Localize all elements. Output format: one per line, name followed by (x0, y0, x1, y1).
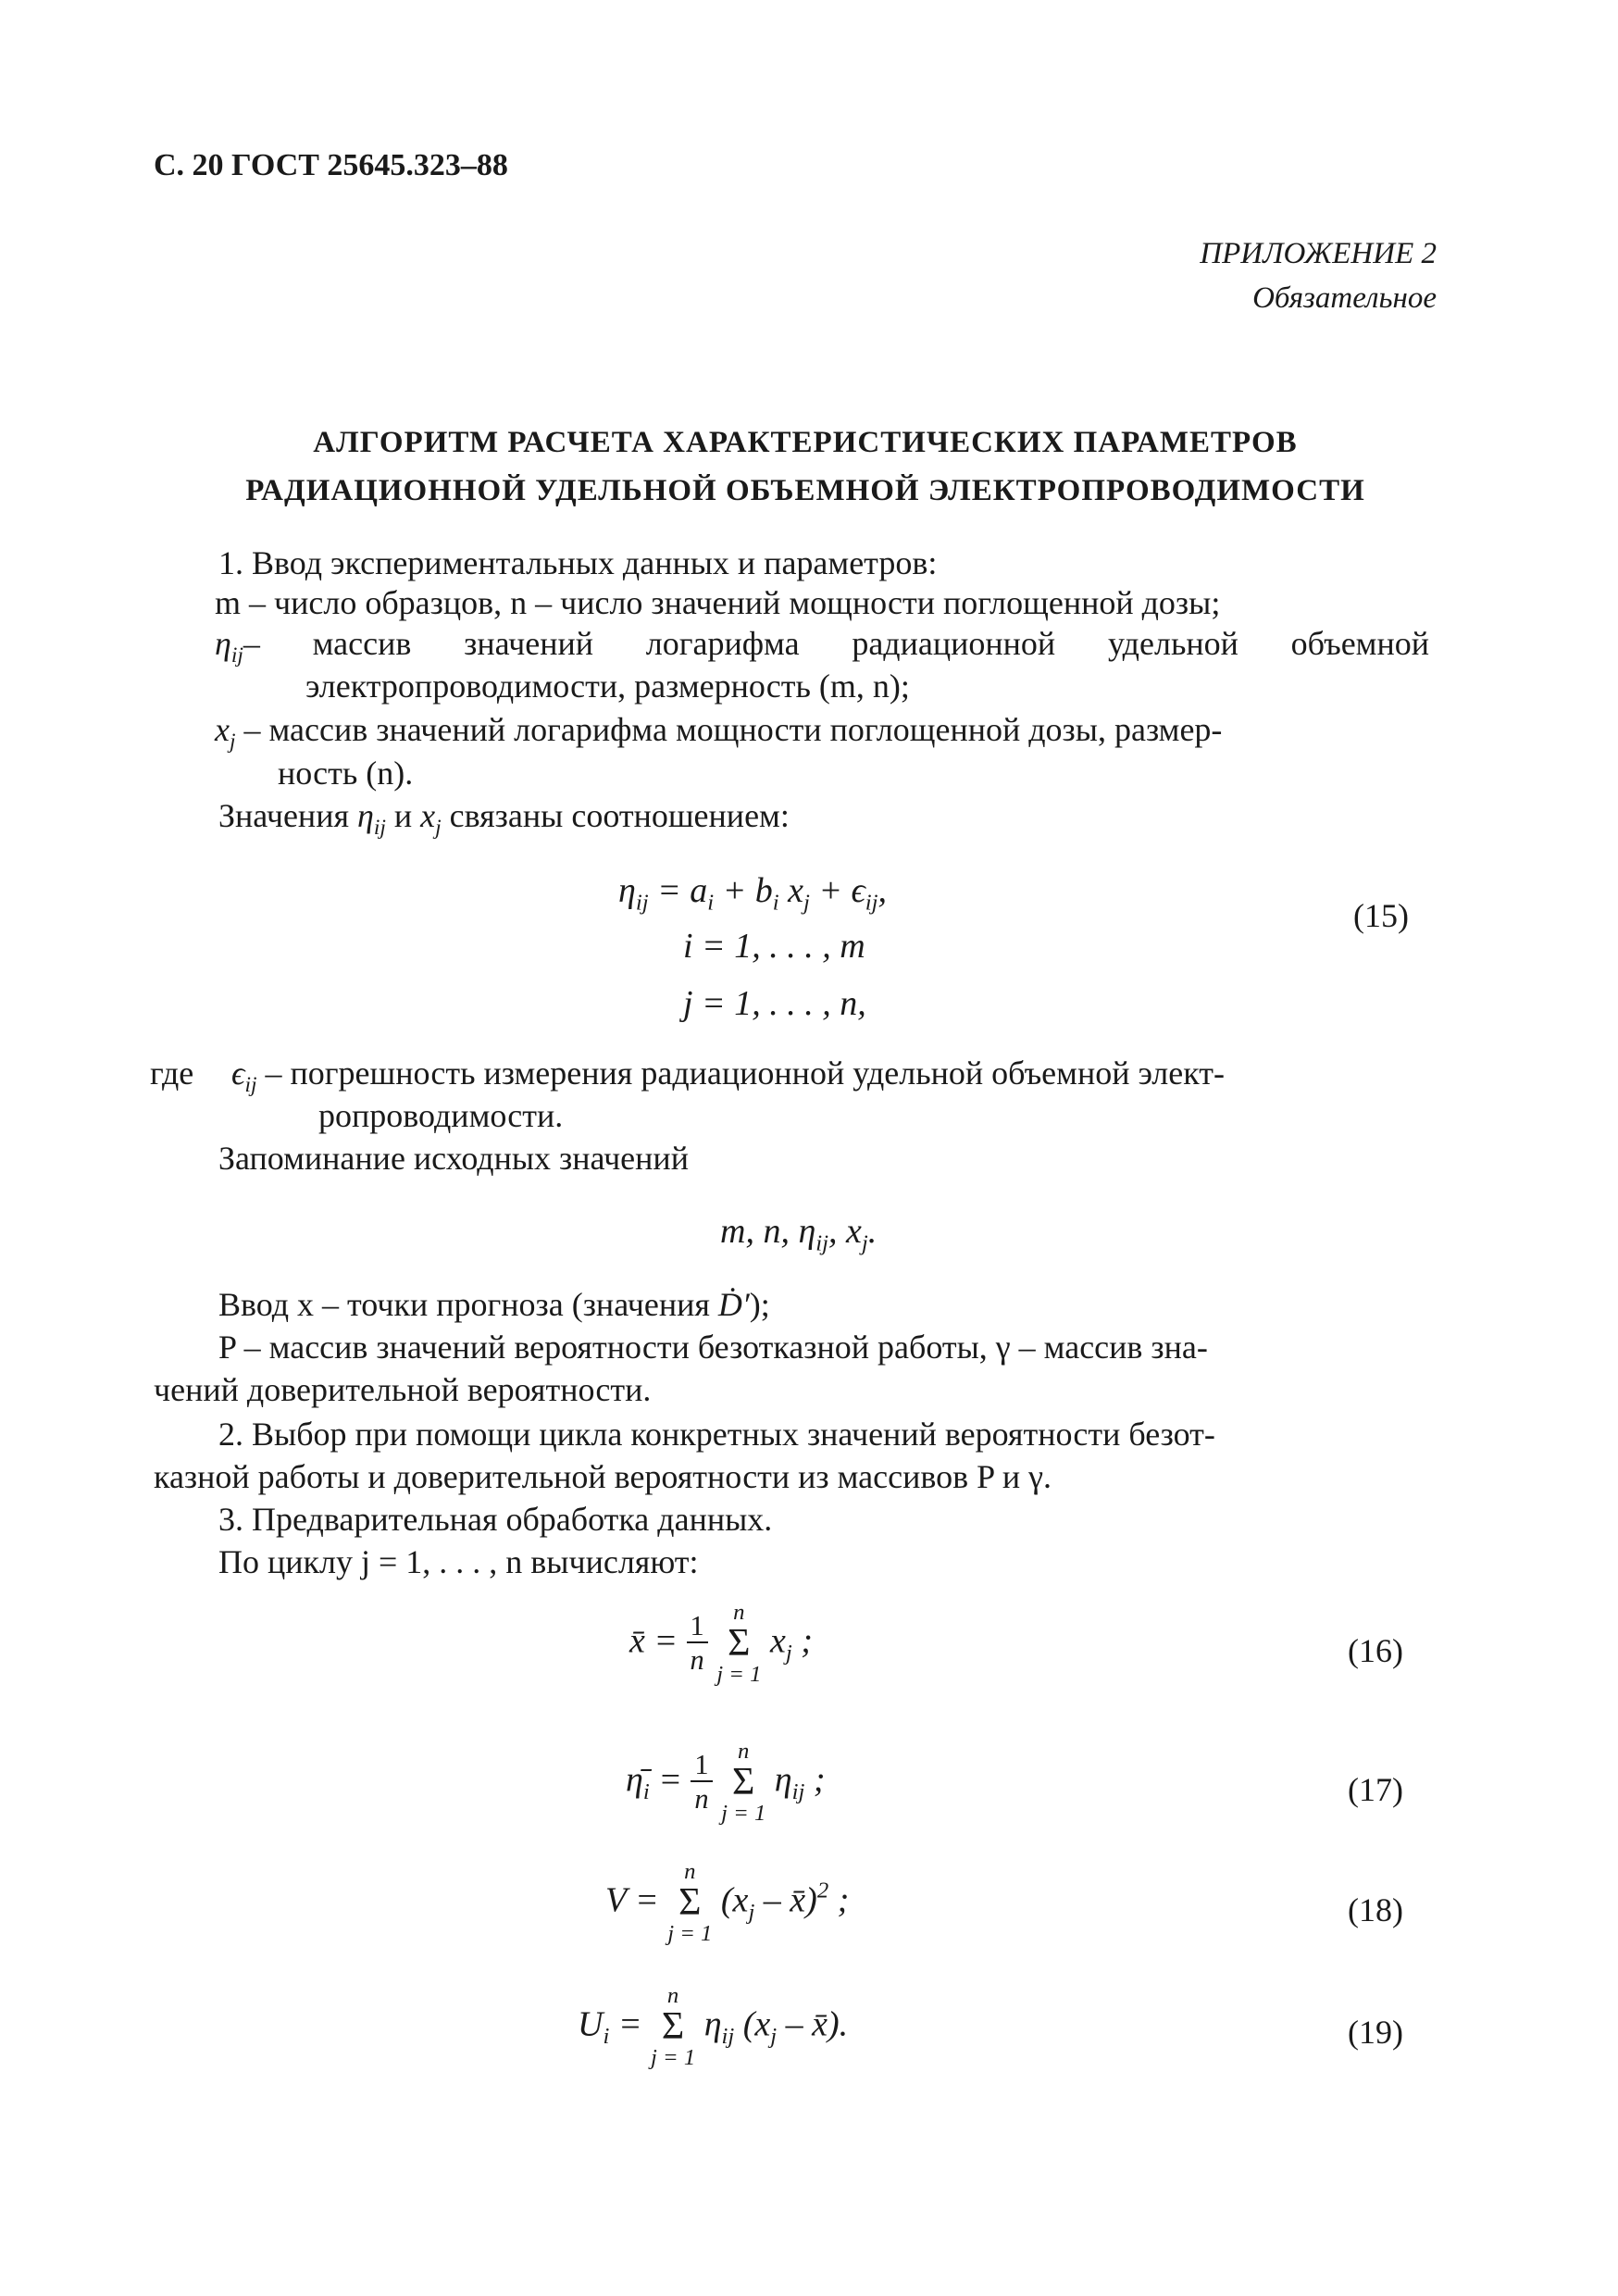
equation-18: V = n Σ j = 1 ($x_j$ – x̄)$^2$ ; (605, 1859, 850, 1946)
equation-15: $\eta_{ij} = a_i + b_i$ $x_j + \epsilon_{ij}$, (618, 871, 888, 916)
loop-line: По циклу j = 1, . . . , n вычисляют: (218, 1543, 699, 1580)
appendix-label: ПРИЛОЖЕНИЕ 2 (1200, 237, 1437, 270)
equation-number-17: (17) (1348, 1771, 1403, 1808)
eq15-j-range: j = 1, . . . , n, (683, 984, 866, 1023)
equation-19: $U_i$ = n Σ j = 1 $\eta_{ij}$ ($x_j$ – x̄). (578, 1983, 849, 2070)
where-word: где (150, 1054, 194, 1092)
page-header: С. 20 ГОСТ 25645.323–88 (154, 148, 508, 182)
m-definition: m – число образцов, n – число значений мощности поглощенной дозы; (215, 584, 1221, 621)
word: массив (312, 625, 412, 662)
section3-heading: 3. Предварительная обработка данных. (218, 1501, 773, 1538)
where-definition-cont: ропроводимости. (318, 1097, 564, 1134)
equation-number-19: (19) (1348, 2014, 1403, 2051)
x-definition-cont: ность (n). (278, 755, 414, 792)
equation-number-15: (15) (1353, 897, 1409, 934)
eta-definition-cont: электропроводимости, размерность (m, n); (305, 668, 910, 705)
section2-line1: 2. Выбор при помощи цикла конкретных значений вероятности безот- (218, 1416, 1215, 1453)
equation-number-18: (18) (1348, 1891, 1403, 1928)
memorize-line: Запоминание исходных значений (218, 1140, 689, 1177)
word: радиационной (852, 625, 1056, 662)
title-line-2: РАДИАЦИОННОЙ УДЕЛЬНОЙ ОБЪЕМНОЙ ЭЛЕКТРОПРОВОДИМОСТИ (245, 474, 1365, 507)
section1-heading: 1. Ввод экспериментальных данных и параметров: (218, 544, 938, 581)
title-line-1: АЛГОРИТМ РАСЧЕТА ХАРАКТЕРИСТИЧЕСКИХ ПАРАМЕТРОВ (313, 426, 1298, 459)
appendix-status: Обязательное (1252, 281, 1437, 315)
appendix-block (1200, 231, 1437, 320)
memorize-values: m, n, $\eta_{ij}$, $x_j$. (720, 1212, 877, 1256)
eq15-i-range: i = 1, . . . , m (683, 927, 865, 966)
relation-line: Значения $\eta_{ij}$ и $x_j$ связаны соотношением: (218, 797, 790, 841)
p-definition: P – массив значений вероятности безотказной работы, γ – массив зна- (218, 1329, 1208, 1366)
word: значений (464, 625, 593, 662)
p-definition-cont: чений доверительной вероятности. (154, 1371, 652, 1408)
forecast-line: Ввод x – точки прогноза (значения Ḋ′); (218, 1286, 770, 1323)
equation-16: x̄ = $\frac{1}{n}$ n Σ j = 1 $x_j$ ; (629, 1600, 813, 1687)
equation-number-16: (16) (1348, 1632, 1403, 1669)
equation-17: $\etā_i$ = $\frac{1}{n}$ n Σ j = 1 $\eta_{ij}$ ; (626, 1739, 826, 1826)
where-definition: $\epsilon_{ij}$ – погрешность измерения радиационной удельной объемной элект- (231, 1054, 1225, 1098)
section2-line2: казной работы и доверительной вероятности из массивов P и γ. (154, 1458, 1052, 1495)
eta-symbol: $\eta_{ij}-$ (215, 625, 260, 668)
document-title (139, 418, 1472, 515)
word: объемной (1290, 625, 1429, 662)
x-definition: $x_j$ – массив значений логарифма мощности поглощенной дозы, размер- (215, 711, 1223, 755)
word: удельной (1107, 625, 1238, 662)
word: логарифма (645, 625, 800, 662)
